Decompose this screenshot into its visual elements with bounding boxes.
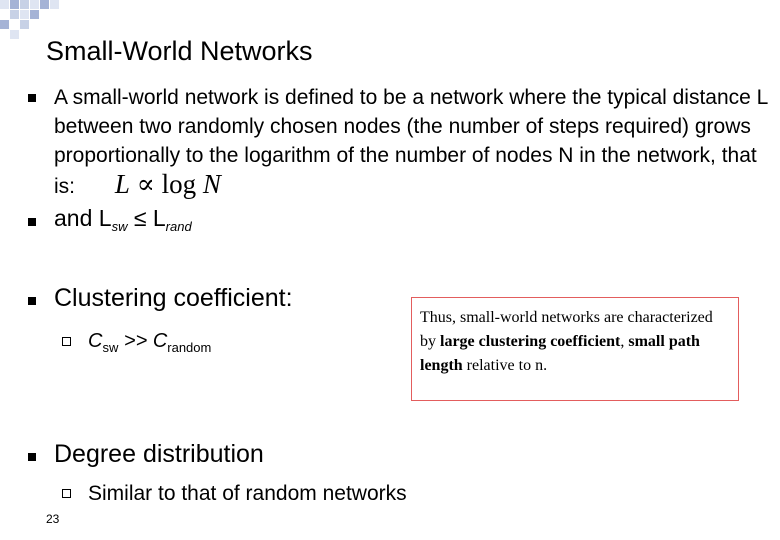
formula-proportional: ∝ (136, 169, 155, 199)
subscript-sw: sw (111, 219, 128, 234)
bullet-square-icon (28, 94, 36, 102)
bullet-square-icon (28, 453, 36, 461)
bullet-square-icon (28, 218, 36, 226)
callout-bold-2: small path length (420, 333, 700, 374)
degree-sub-text: Similar to that of random networks (88, 482, 407, 505)
definition-sentence: A small-world network is defined to be a network where the typical distance L between two randomly chosen nodes (the number of steps required) grows proportionally to the logarithm of the number of nodes N in the network, that is: (54, 86, 768, 198)
sub-bullet-icon (62, 337, 71, 346)
callout-text-1: Thus, small-world networks are characterized by (420, 309, 713, 350)
bullet-square-icon (28, 297, 36, 305)
page-number: 23 (46, 512, 60, 526)
formula-N: N (202, 169, 221, 199)
formula-L: L (114, 169, 130, 199)
clustering-C: C (88, 330, 103, 352)
degree-heading: Degree distribution (54, 440, 264, 468)
callout-bold-1: large clustering coefficient (440, 333, 621, 350)
definition-text (54, 83, 769, 201)
subscript-rand: rand (165, 219, 192, 234)
summary-callout (411, 297, 739, 401)
clustering-gt: >> C (118, 330, 168, 352)
path-length-relation (54, 205, 192, 234)
path-prefix: and L (54, 205, 112, 231)
subscript-random: random (167, 340, 212, 355)
clustering-relation (88, 330, 211, 355)
corner-decoration (0, 0, 80, 40)
formula-log: log (161, 169, 197, 199)
log-formula (115, 169, 221, 199)
sub-bullet-icon (62, 489, 71, 498)
clustering-heading: Clustering coefficient: (54, 284, 293, 312)
callout-text-3: relative to n. (462, 357, 548, 374)
path-le: ≤ L (127, 205, 166, 231)
callout-text-2: , (620, 333, 629, 350)
subscript-sw: sw (102, 340, 119, 355)
slide-title: Small-World Networks (46, 36, 313, 66)
